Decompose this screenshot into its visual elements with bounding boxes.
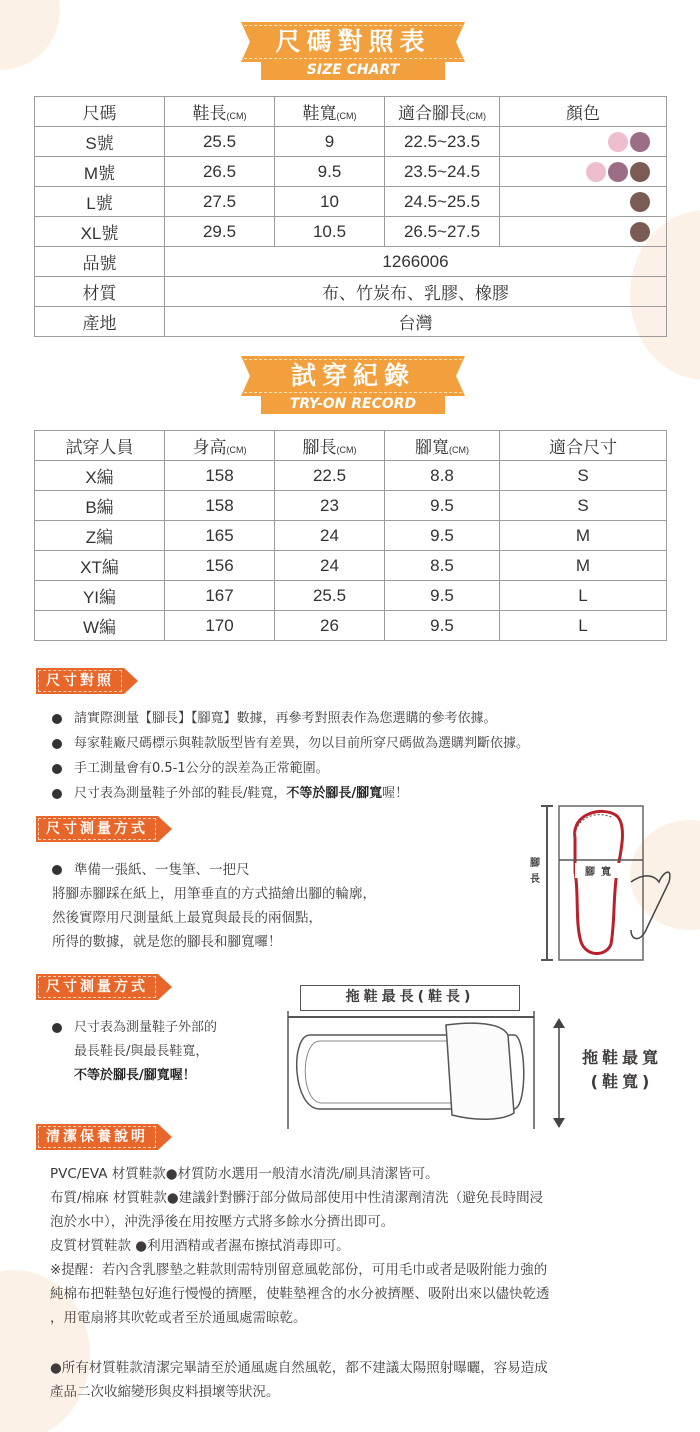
measure-method-text (52, 858, 376, 954)
cell: 23 (275, 491, 385, 521)
width-cell: 9 (275, 127, 385, 157)
header-size: 尺碼 (35, 97, 165, 127)
size-notes-list (52, 706, 529, 806)
table-row (35, 461, 667, 491)
shoe-width-arrow-icon (549, 1018, 569, 1128)
care-text (50, 1162, 680, 1330)
foot-width-label: 腳寬 (575, 863, 627, 878)
info-row-product-code (35, 247, 667, 277)
size-chart-table (34, 96, 667, 337)
bullet-icon (52, 739, 62, 749)
text-line: 皮質材質鞋款 ●利用酒精或者濕布擦拭消毒即可。 (50, 1238, 350, 1254)
text-line: 布質/棉麻 材質鞋款●建議針對髒汙部分做局部使用中性清潔劑清洗（避免長時間浸 (50, 1190, 544, 1206)
info-row-origin (35, 307, 667, 337)
cell: 9.5 (385, 521, 500, 551)
care-final-text (50, 1356, 680, 1404)
cell: XT編 (35, 551, 165, 581)
width-cell: 10.5 (275, 217, 385, 247)
cell: 158 (165, 461, 275, 491)
length-cell: 27.5 (165, 187, 275, 217)
cell: 26 (275, 611, 385, 641)
table-row (35, 157, 667, 187)
info-label: 產地 (35, 307, 165, 337)
cell: M (500, 551, 667, 581)
shoe-width-label (572, 1046, 672, 1094)
text-line: 不等於腳長/腳寬喔！ (74, 1068, 196, 1083)
length-cell: 25.5 (165, 127, 275, 157)
cell: 9.5 (385, 491, 500, 521)
cell: 9.5 (385, 611, 500, 641)
info-value: 布、竹炭布、乳膠、橡膠 (165, 277, 667, 307)
header-shoe-width: 鞋寬(CM) (275, 97, 385, 127)
tryon-subtitle: TRY-ON RECORD (261, 394, 445, 414)
foot-cell: 23.5~24.5 (385, 157, 500, 187)
tryon-header (35, 431, 667, 461)
measure-shoe-text (52, 1016, 217, 1088)
shoe-width-line2: (鞋寬) (590, 1072, 654, 1091)
list-item: 尺寸表為測量鞋子外部的鞋長/鞋寬，不等於腳長/腳寬喔！ (52, 781, 529, 806)
cell: L (500, 611, 667, 641)
list-item: 準備一張紙、一隻筆、一把尺 (52, 858, 376, 882)
size-chart-subtitle: SIZE CHART (261, 60, 445, 80)
length-cell: 29.5 (165, 217, 275, 247)
foot-cell: 24.5~25.5 (385, 187, 500, 217)
text-line: PVC/EVA 材質鞋款●材質防水選用一般清水清洗/刷具清潔皆可。 (50, 1166, 439, 1182)
cell: S (500, 461, 667, 491)
cell: 24 (275, 551, 385, 581)
length-cell: 26.5 (165, 157, 275, 187)
color-swatch (630, 162, 650, 182)
table-row (35, 217, 667, 247)
text-line: 純棉布把鞋墊包好進行慢慢的擠壓，使鞋墊裡含的水分被擠壓、吸附出來以儘快乾透 (50, 1286, 550, 1302)
shoe-width-line1: 拖鞋最寬 (581, 1048, 662, 1067)
table-row (35, 581, 667, 611)
header-foot-length: 適合腳長(CM) (385, 97, 500, 127)
size-notes-tag: 尺寸對照 (36, 668, 124, 694)
table-row (35, 491, 667, 521)
color-cell (500, 127, 667, 157)
tryon-banner (241, 356, 465, 414)
list-item: 手工測量會有0.5-1公分的誤差為正常範圍。 (52, 756, 529, 781)
bullet-icon (52, 764, 62, 774)
foot-cell: 22.5~23.5 (385, 127, 500, 157)
size-chart-title: 尺碼對照表 (275, 27, 431, 56)
text-line: ，用電扇將其吹乾或者至於通風處需晾乾。 (50, 1310, 307, 1326)
cell: S (500, 491, 667, 521)
cell: Z編 (35, 521, 165, 551)
table-row (35, 521, 667, 551)
list-item: 尺寸表為測量鞋子外部的 (52, 1016, 217, 1040)
color-swatch (630, 222, 650, 242)
decor-blob-top-left (0, 0, 60, 70)
tryon-table (34, 430, 667, 641)
cell: YI編 (35, 581, 165, 611)
cell: B編 (35, 491, 165, 521)
cell: 22.5 (275, 461, 385, 491)
cell: 170 (165, 611, 275, 641)
cell: 25.5 (275, 581, 385, 611)
tryon-title: 試穿紀錄 (290, 361, 415, 390)
color-swatch (630, 192, 650, 212)
width-cell: 10 (275, 187, 385, 217)
measure-method-tag: 尺寸測量方式 (36, 816, 158, 842)
text-line: ※提醒：若內含乳膠墊之鞋款則需特別留意風乾部份，可用毛巾或者是吸附能力強的 (50, 1262, 548, 1278)
slipper-diagram (270, 1005, 550, 1135)
cell: 8.5 (385, 551, 500, 581)
color-swatch (586, 162, 606, 182)
cell: 9.5 (385, 581, 500, 611)
foot-outline-icon (535, 802, 695, 962)
info-label: 材質 (35, 277, 165, 307)
size-chart-banner (241, 22, 465, 80)
color-swatch (630, 132, 650, 152)
table-row (35, 127, 667, 157)
header-foot-wid: 腳寬(CM) (385, 431, 500, 461)
text-line: 最長鞋長/與最長鞋寬， (74, 1044, 209, 1059)
size-cell: M號 (35, 157, 165, 187)
header-tester: 試穿人員 (35, 431, 165, 461)
color-swatch (608, 162, 628, 182)
info-label: 品號 (35, 247, 165, 277)
size-cell: L號 (35, 187, 165, 217)
foot-cell: 26.5~27.5 (385, 217, 500, 247)
info-row-material (35, 277, 667, 307)
cell: L (500, 581, 667, 611)
info-value: 台灣 (165, 307, 667, 337)
width-cell: 9.5 (275, 157, 385, 187)
cell: 167 (165, 581, 275, 611)
color-cell (500, 157, 667, 187)
cell: 156 (165, 551, 275, 581)
text-line: 然後實際用尺測量紙上最寬與最長的兩個點， (52, 910, 322, 926)
table-row (35, 551, 667, 581)
header-color: 顏色 (500, 97, 667, 127)
header-fit-size: 適合尺寸 (500, 431, 667, 461)
size-cell: S號 (35, 127, 165, 157)
bullet-icon (52, 865, 62, 875)
table-row (35, 611, 667, 641)
text-line: 將腳赤腳踩在紙上，用筆垂直的方式描繪出腳的輪廓， (52, 886, 376, 902)
measure-shoe-tag: 尺寸測量方式 (36, 974, 158, 1000)
cell: X編 (35, 461, 165, 491)
header-height: 身高(CM) (165, 431, 275, 461)
bullet-icon (52, 714, 62, 724)
header-foot-len: 腳長(CM) (275, 431, 385, 461)
list-item: 每家鞋廠尺碼標示與鞋款版型皆有差異，勿以目前所穿尺碼做為選購判斷依據。 (52, 731, 529, 756)
info-value: 1266006 (165, 247, 667, 277)
text-line: 產品二次收縮變形與皮料損壞等狀況。 (50, 1384, 280, 1400)
foot-length-label: 腳長 (530, 856, 542, 888)
size-cell: XL號 (35, 217, 165, 247)
bullet-icon (52, 789, 62, 799)
size-chart-header (35, 97, 667, 127)
cell: 158 (165, 491, 275, 521)
cell: 165 (165, 521, 275, 551)
care-tag: 清潔保養說明 (36, 1124, 158, 1150)
text-line: ●所有材質鞋款清潔完畢請至於通風處自然風乾，都不建議太陽照射曝曬，容易造成 (50, 1360, 548, 1376)
cell: W編 (35, 611, 165, 641)
color-cell (500, 187, 667, 217)
cell: M (500, 521, 667, 551)
cell: 24 (275, 521, 385, 551)
color-cell (500, 217, 667, 247)
text-line: 所得的數據，就是您的腳長和腳寬囉！ (52, 934, 282, 950)
shoe-length-label: 拖鞋最長(鞋長) (300, 985, 520, 1011)
bullet-icon (52, 1023, 62, 1033)
color-swatch (608, 132, 628, 152)
text-line: 泡於水中），沖洗淨後在用按壓方式將多餘水分擠出即可。 (50, 1214, 395, 1230)
list-item: 請實際測量【腳長】【腳寬】數據，再參考對照表作為您選購的參考依據。 (52, 706, 529, 731)
header-shoe-length: 鞋長(CM) (165, 97, 275, 127)
cell: 8.8 (385, 461, 500, 491)
table-row (35, 187, 667, 217)
foot-diagram (530, 802, 695, 962)
